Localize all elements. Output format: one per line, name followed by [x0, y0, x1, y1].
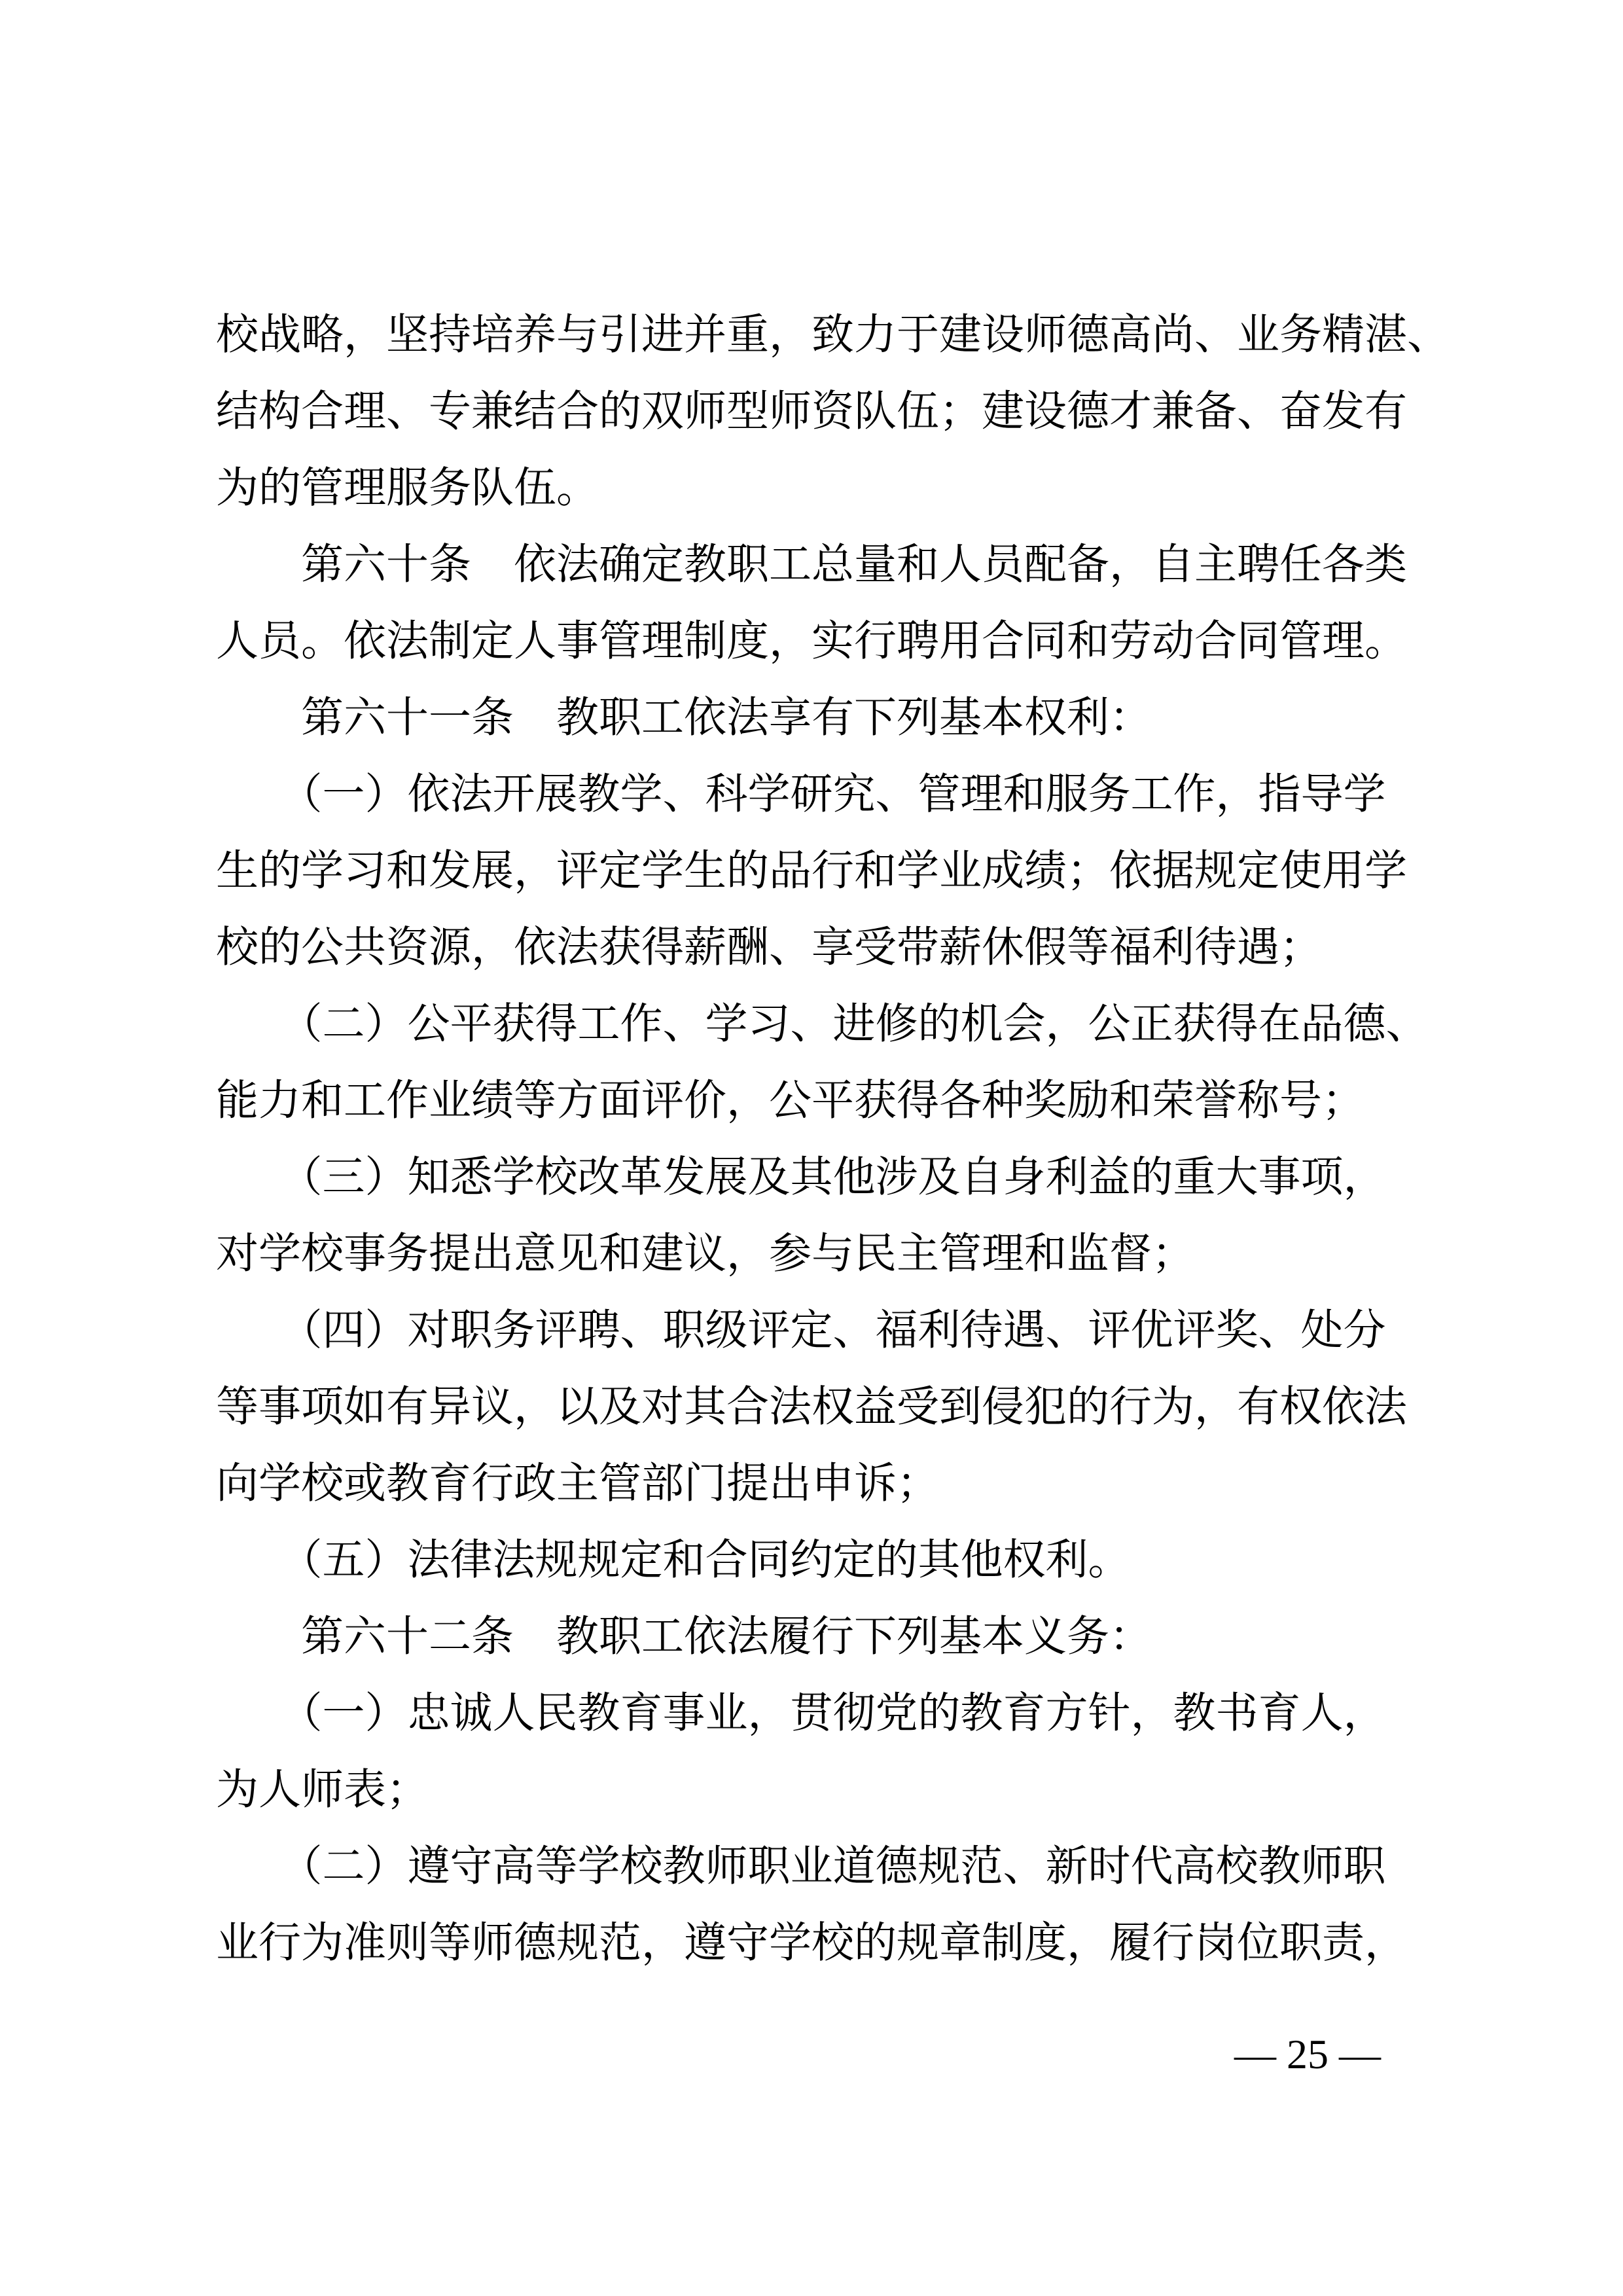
text-line: 第六十条 依法确定教职工总量和人员配备，自主聘任各类 [216, 541, 1408, 588]
text-line: 业行为准则等师德规范，遵守学校的规章制度，履行岗位职责， [216, 1920, 1408, 1967]
text-line: （一）忠诚人民教育事业，贯彻党的教育方针，教书育人， [216, 1690, 1386, 1737]
text-line: 校的公共资源，依法获得薪酬、享受带薪休假等福利待遇； [216, 924, 1323, 971]
text-line: 为的管理服务队伍。 [216, 465, 599, 512]
text-line: 人员。依法制定人事管理制度，实行聘用合同和劳动合同管理。 [216, 618, 1408, 665]
text-line: （三）知悉学校改革发展及其他涉及自身利益的重大事项， [216, 1154, 1386, 1201]
text-line: （二）遵守高等学校教师职业道德规范、新时代高校教师职 [216, 1843, 1386, 1890]
text-line: 等事项如有异议，以及对其合法权益受到侵犯的行为，有权依法 [216, 1384, 1408, 1431]
text-line: 能力和工作业绩等方面评价，公平获得各种奖励和荣誉称号； [216, 1077, 1365, 1124]
text-line: 向学校或教育行政主管部门提出申诉； [216, 1460, 940, 1507]
text-line: 结构合理、专兼结合的双师型师资队伍；建设德才兼备、奋发有 [216, 388, 1408, 435]
text-line: 为人师表； [216, 1767, 429, 1814]
document-body [216, 297, 1450, 1982]
text-line: （一）依法开展教学、科学研究、管理和服务工作，指导学 [216, 771, 1386, 818]
text-line: 对学校事务提出意见和建议，参与民主管理和监督； [216, 1230, 1195, 1278]
text-line: 校战略，坚持培养与引进并重，致力于建设师德高尚、业务精湛、 [216, 312, 1450, 359]
text-line: 第六十一条 教职工依法享有下列基本权利： [216, 694, 1152, 742]
text-line: （五）法律法规规定和合同约定的其他权利。 [216, 1537, 1131, 1584]
text-line: 第六十二条 教职工依法履行下列基本义务： [216, 1613, 1152, 1660]
page-number: — 25 — [1234, 2031, 1381, 2077]
text-line: （四）对职务评聘、职级评定、福利待遇、评优评奖、处分 [216, 1307, 1386, 1354]
text-line: 生的学习和发展，评定学生的品行和学业成绩；依据规定使用学 [216, 848, 1408, 895]
text-line: （二）公平获得工作、学习、进修的机会，公正获得在品德、 [216, 1001, 1429, 1048]
